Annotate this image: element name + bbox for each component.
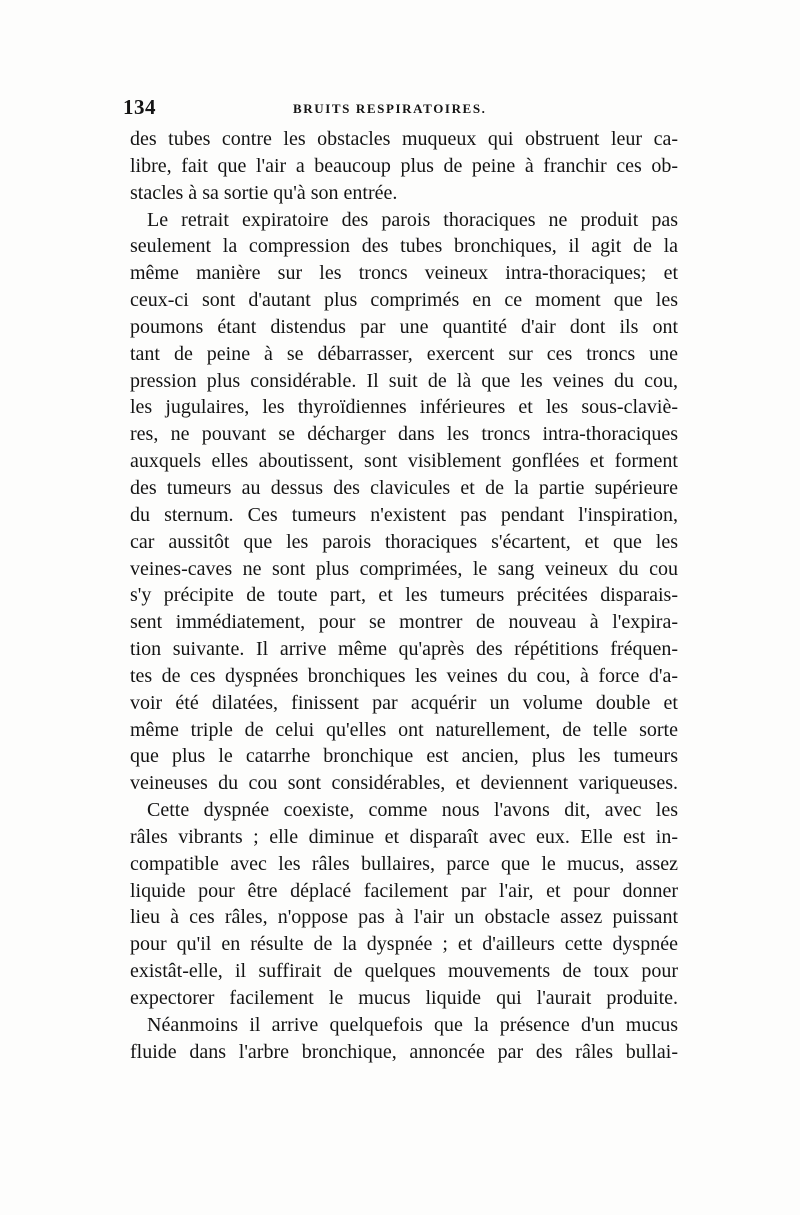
text-line: compatible avec les râles bullaires, parce que le mucus, assez (130, 852, 678, 875)
text-line: existât-elle, il suffirait de quelques mouvements de toux pour (130, 960, 678, 983)
text-line: Néanmoins il arrive quelquefois que la présence d'un mucus (147, 1013, 678, 1036)
text-line: lieu à ces râles, n'oppose pas à l'air un obstacle assez puissant (130, 906, 678, 929)
text-line: voir été dilatées, finissent par acquérir un volume double et (130, 691, 678, 714)
paragraph (130, 126, 678, 207)
paragraph (130, 1012, 678, 1066)
text-line: expectorer facilement le mucus liquide qui l'aurait produite. (130, 987, 678, 1009)
text-line: fluide dans l'arbre bronchique, annoncée par des râles bullai- (130, 1040, 678, 1063)
text-line: libre, fait que l'air a beaucoup plus de peine à franchir ces ob- (130, 154, 678, 177)
text-line: les jugulaires, les thyroïdiennes inférieures et les sous-claviè- (130, 396, 678, 419)
text-line: tes de ces dyspnées bronchiques les veines du cou, à force d'a- (130, 664, 678, 687)
text-line: veines-caves ne sont plus comprimées, le sang veineux du cou (130, 557, 678, 580)
text-line: res, ne pouvant se décharger dans les troncs intra-thoraciques (130, 423, 678, 446)
text-line: poumons étant distendus par une quantité d'air dont ils ont (130, 315, 678, 338)
text-line: des tubes contre les obstacles muqueux qui obstruent leur ca- (130, 128, 678, 150)
text-line: râles vibrants ; elle diminue et disparaît avec eux. Elle est in- (130, 825, 678, 848)
text-line: pour qu'il en résulte de la dyspnée ; et d'ailleurs cette dyspnée (130, 933, 678, 956)
paragraph (130, 207, 678, 798)
text-line: seulement la compression des tubes bronchiques, il agit de la (130, 235, 678, 258)
text-line: Cette dyspnée coexiste, comme nous l'avons dit, avec les (147, 799, 678, 822)
text-line: s'y précipite de toute part, et les tumeurs précitées disparais- (130, 584, 678, 607)
text-line: veineuses du cou sont considérables, et deviennent variqueuses. (130, 772, 678, 795)
text-line: stacles à sa sortie qu'à son entrée. (130, 181, 398, 204)
text-line: même manière sur les troncs veineux intra-thoraciques; et (130, 262, 678, 285)
text-line: même triple de celui qu'elles ont naturellement, de telle sorte (130, 718, 678, 741)
running-title: BRUITS RESPIRATOIRES. (293, 101, 487, 116)
text-line: pression plus considérable. Il suit de là que les veines du cou, (130, 369, 678, 392)
text-line: sent immédiatement, pour se montrer de nouveau à l'expira- (130, 611, 678, 634)
text-line: des tumeurs au dessus des clavicules et de la partie supérieure (130, 476, 678, 499)
text-line: auxquels elles aboutissent, sont visiblement gonflées et forment (130, 450, 678, 473)
body-text (130, 126, 678, 1066)
running-head (123, 95, 679, 125)
text-line: que plus le catarrhe bronchique est ancien, plus les tumeurs (130, 745, 678, 768)
text-line: ceux-ci sont d'autant plus comprimés en ce moment que les (130, 289, 678, 312)
text-line: tant de peine à se débarrasser, exercent sur ces troncs une (130, 342, 678, 365)
text-line: car aussitôt que les parois thoraciques s'écartent, et que les (130, 530, 678, 553)
text-line: du sternum. Ces tumeurs n'existent pas pendant l'inspiration, (130, 503, 678, 526)
paragraph (130, 797, 678, 1012)
text-line: tion suivante. Il arrive même qu'après des répétitions fréquen- (130, 638, 678, 661)
text-line: Le retrait expiratoire des parois thoraciques ne produit pas (147, 208, 678, 231)
page-number: 134 (123, 95, 156, 119)
text-line: liquide pour être déplacé facilement par l'air, et pour donner (130, 879, 678, 902)
